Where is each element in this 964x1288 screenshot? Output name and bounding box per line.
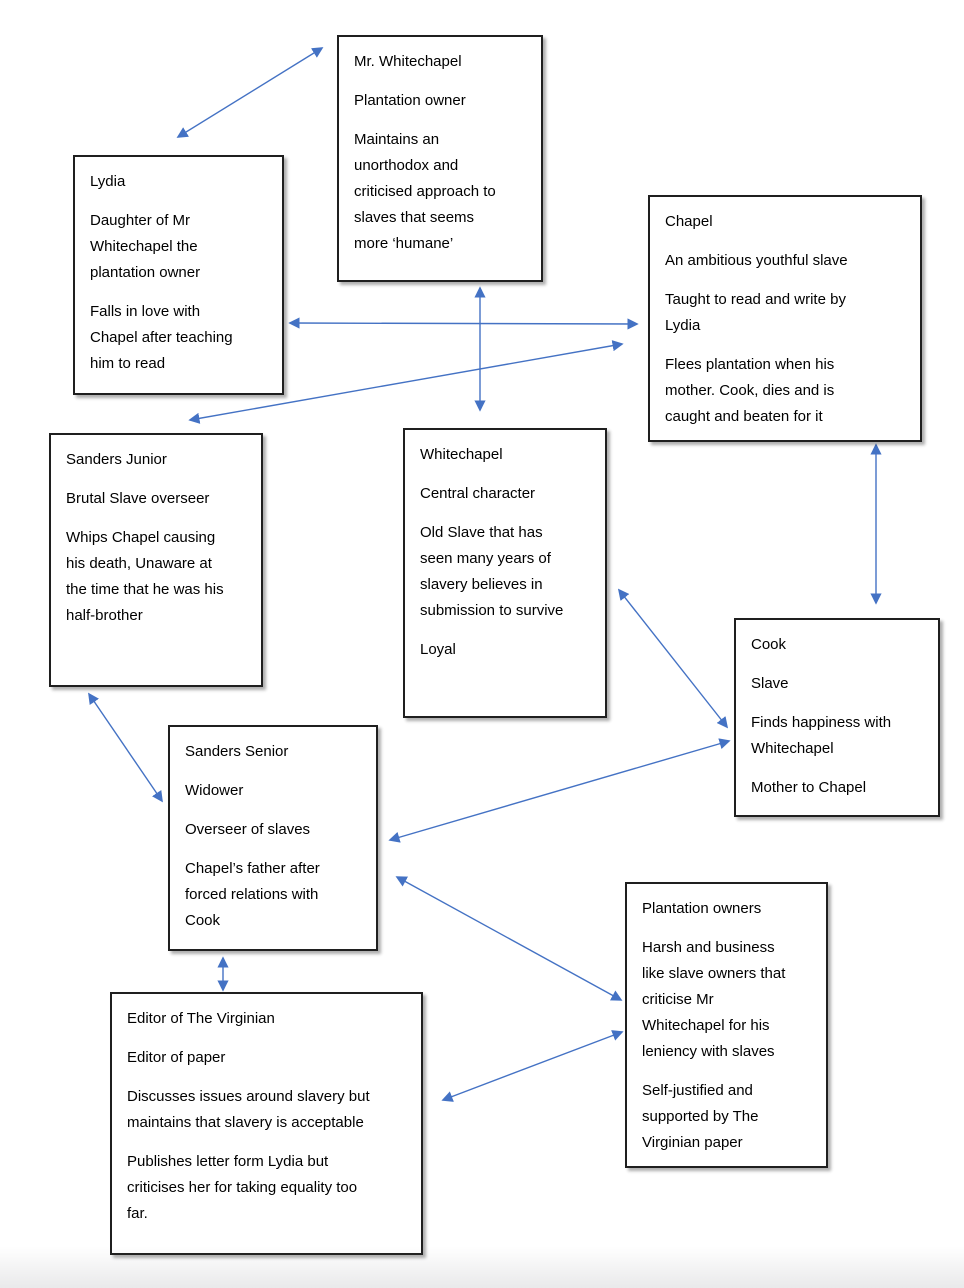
box-title: Sanders Junior: [66, 451, 167, 468]
box-title: Plantation owners: [642, 900, 762, 917]
character-box-sanders-junior: [49, 433, 263, 687]
box-text: Publishes letter form Lydia but criticises her for taking equality too far.: [127, 1153, 358, 1222]
box-text: Widower: [185, 782, 244, 799]
arrow-editor-plantation-owners: [443, 1032, 622, 1100]
box-text: Plantation owner: [354, 92, 466, 109]
box-text: Editor of paper: [127, 1049, 226, 1066]
character-box-editor-of-the-virginian: [110, 992, 423, 1255]
arrow-sanders-junior-sanders-senior: [89, 694, 162, 801]
box-title: Chapel: [665, 213, 713, 230]
box-text: An ambitious youthful slave: [665, 252, 848, 269]
box-text: Mother to Chapel: [751, 779, 867, 796]
arrow-sanders-senior-plantation-owners: [397, 877, 621, 1000]
box-title: Sanders Senior: [185, 743, 289, 760]
arrow-whitechapel-cook: [619, 590, 727, 727]
box-text: Loyal: [420, 641, 456, 658]
box-text: Maintains an unorthodox and criticised approach to slaves that seems more ‘humane’: [354, 131, 496, 252]
box-text: Central character: [420, 485, 536, 502]
box-title: Whitechapel: [420, 446, 503, 463]
box-text: Daughter of Mr Whitechapel the plantation owner: [90, 212, 201, 281]
arrow-lydia-chapel: [290, 323, 637, 324]
box-text: Finds happiness with Whitechapel: [751, 714, 892, 757]
box-title: Cook: [751, 636, 787, 653]
box-text: Self-justified and supported by The Virginian paper: [642, 1082, 759, 1151]
box-text: Whips Chapel causing his death, Unaware at the time that he was his half-brother: [66, 529, 224, 624]
arrow-lydia-mr-whitechapel: [178, 48, 322, 137]
arrow-sanders-senior-cook: [390, 741, 729, 840]
box-text: Taught to read and write by Lydia: [665, 291, 846, 334]
box-title: Lydia: [90, 173, 126, 190]
box-text: Old Slave that has seen many years of slavery believes in submission to survive: [420, 524, 564, 619]
box-title: Editor of The Virginian: [127, 1010, 275, 1027]
box-text: Falls in love with Chapel after teaching him to read: [90, 303, 233, 372]
box-text: Discusses issues around slavery but maintains that slavery is acceptable: [127, 1088, 370, 1131]
box-text: Harsh and business like slave owners that criticise Mr Whitechapel for his leniency with slaves: [642, 939, 786, 1060]
character-box-lydia: [73, 155, 284, 395]
box-text: Overseer of slaves: [185, 821, 311, 838]
character-box-mr-whitechapel: [337, 35, 543, 282]
character-box-whitechapel: [403, 428, 607, 718]
box-title: Mr. Whitechapel: [354, 53, 462, 70]
character-box-cook: [734, 618, 940, 817]
box-text: Chapel’s father after forced relations with Cook: [185, 860, 320, 929]
box-text: Slave: [751, 675, 789, 692]
character-box-sanders-senior: [168, 725, 378, 951]
character-box-plantation-owners: [625, 882, 828, 1168]
box-text: Brutal Slave overseer: [66, 490, 210, 507]
character-box-chapel: [648, 195, 922, 442]
box-text: Flees plantation when his mother. Cook, dies and is caught and beaten for it: [665, 356, 835, 425]
